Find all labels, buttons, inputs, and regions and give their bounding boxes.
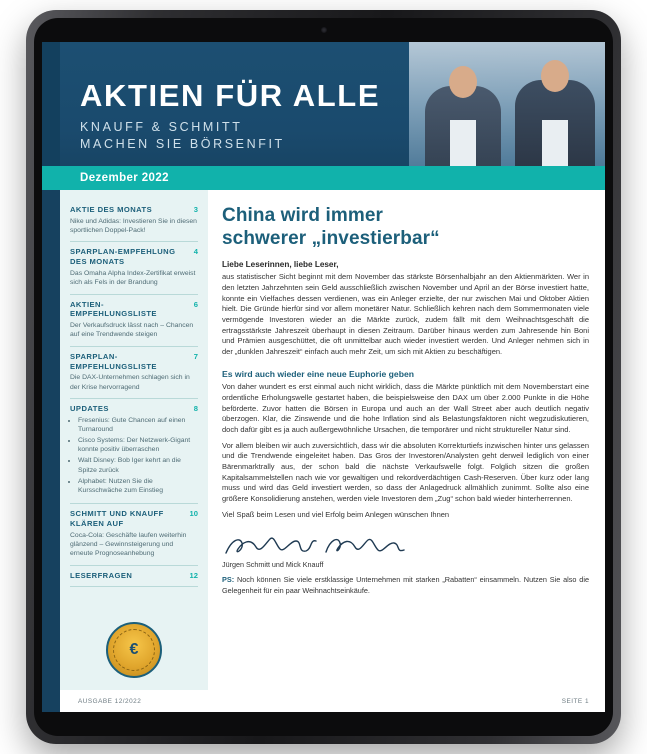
toc-item-page: 3 [193, 205, 198, 214]
article-postscript [222, 575, 589, 596]
toc-bullet: • Fresenius: Gute Chancen auf einen Turnaround [78, 416, 198, 434]
headline-line-1: China wird immer [222, 205, 384, 226]
quality-seal-icon [106, 622, 162, 678]
tablet-screen [42, 42, 605, 712]
issue-band [42, 166, 605, 190]
toc-item-description: Der Verkaufsdruck lässt nach – Chancen auf eine Trendwende steigen [70, 322, 194, 339]
toc-item-leserfragen[interactable] [70, 566, 198, 588]
magazine-subtitle-line2: MACHEN SIE BÖRSENFIT [80, 137, 285, 152]
footer-issue: AUSGABE 12/2022 [78, 697, 142, 705]
toc-item-page: 7 [193, 351, 198, 361]
toc-item-description: Die DAX-Unternehmen schlagen sich in der Krise hervorragend [70, 374, 190, 391]
toc-item-header [70, 352, 198, 371]
editor-left-head [449, 66, 477, 98]
article-salutation: Liebe Leserinnen, liebe Leser, [222, 260, 339, 270]
issue-date: Dezember 2022 [80, 172, 169, 184]
table-of-contents [60, 190, 208, 690]
page-left-rail [42, 190, 60, 690]
toc-item-sparplan-empfehlung[interactable] [70, 242, 198, 294]
signature-block [222, 533, 589, 570]
toc-item-description: Coca-Cola: Geschäfte laufen weiterhin glänzend – Gewinnsteigerung und erneute Prognoseanhebung [70, 531, 187, 558]
toc-item-page: 12 [189, 570, 198, 580]
toc-item-title: LESERFRAGEN [70, 570, 133, 580]
toc-item-title: UPDATES [70, 404, 109, 414]
toc-item-aktien-empfehlungsliste[interactable] [70, 295, 198, 347]
page-body [42, 190, 605, 690]
footer-page-number: SEITE 1 [561, 697, 589, 705]
article-paragraph: aus statistischer Sicht beginnt mit dem November das stärkste Börsenhalbjahr an den Aktienmärkten. Wer in den letzten Jahrzehnten sein Geld ausschließlich zwischen November und April an der Börse investiert hatte, konnte ein Vielfaches dessen verdienen, was ein Anleger erzielte, der nur zwischen Mai und Oktober Aktien hielt. Die Gründe hierfür sind vor allem monetärer Natur. Schließlich kehren nach dem Sommermonaten viele vermögende Investoren wieder an die Märkte zurück, zudem fällt mit dem Weihnachtsgeschäft die ertragsstärkste Jahreszeit überhaupt in diesen Zeitraum. Darüber hinaus werden zum Jahresende hin Boni und Prämien ausgeschüttet, die oft unmittelbar auch wieder investiert werden. Und Anleger nehmen sich in der „dunklen Jahreszeit“ einfach auch mehr Zeit, um sich mit Aktien zu beschäftigen. [222, 272, 589, 356]
magazine-masthead [42, 42, 605, 190]
toc-item-page: 6 [193, 299, 198, 309]
masthead-title-block [80, 80, 380, 154]
tablet-bezel [34, 18, 613, 736]
toc-item-page: 8 [193, 404, 198, 414]
toc-item-title: SCHMITT UND KNAUFF KLÄREN AUF [70, 509, 164, 528]
toc-bullet: • Walt Disney: Bob Iger kehrt an die Spitze zurück [78, 456, 198, 474]
toc-bullet: • Cisco Systems: Der Netzwerk-Gigant konnte positiv überraschen [78, 436, 198, 454]
magazine-page [42, 42, 605, 712]
handwritten-signature-icon [222, 533, 412, 559]
toc-item-header [70, 300, 198, 319]
article-subheading: Es wird auch wieder eine neue Euphorie geben [222, 369, 414, 380]
toc-item-title: AKTIE DES MONATS [70, 205, 153, 214]
magazine-title: AKTIEN FÜR ALLE [80, 78, 381, 113]
toc-item-header [70, 205, 198, 215]
signature-names: Jürgen Schmitt und Mick Knauff [222, 560, 324, 570]
page-footer [42, 690, 605, 712]
article-paragraph: Vor allem bleiben wir auch zuversichtlich, dass wir die absoluten Korrekturtiefs inzwischen hinter uns gelassen und die Trendwende eingeleitet haben. Das Gros der Investoren/Analysten geht derweil lediglich von einer Bärenmarktrally aus, der schon bald die nächste Verkaufswelle folgt. Folglich sitzen die großen Kapitalsammelstellen nach wie vor gewaltigen und rekordverdächtigen Cash-Reserven. Über kurz oder lang muss und wird das Geld investiert werden, so dass der Anlagedruck allmählich zunimmt. Sollte also eine größere Konsolidierung anstehen, werden viele Investoren dem „Zug“ schon bald wieder hinterherrennen. [222, 440, 589, 503]
toc-item-bullet-list [70, 416, 198, 495]
article-column [208, 190, 605, 690]
article-headline [222, 204, 589, 250]
toc-item-sparplan-empfehlungsliste[interactable] [70, 347, 198, 399]
toc-item-updates[interactable] [70, 399, 198, 504]
editor-right-head [541, 60, 569, 92]
footer-left-rail [42, 690, 60, 712]
quality-seal-wrapper [70, 608, 198, 690]
postscript-label: PS: [222, 575, 235, 585]
toc-item-header [70, 404, 198, 414]
toc-item-title: SPARPLAN-EMPFEHLUNG DES MONATS [70, 247, 176, 267]
toc-item-page: 10 [189, 509, 198, 519]
toc-item-page: 4 [193, 247, 198, 257]
toc-spacer [70, 587, 198, 608]
toc-item-header [70, 509, 198, 528]
toc-item-header [70, 247, 198, 266]
toc-item-schmitt-knauff-klaeren-auf[interactable] [70, 504, 198, 566]
footer-content [60, 698, 605, 705]
toc-item-title: SPARPLAN-EMPFEHLUNGSLISTE [70, 351, 157, 371]
article-closing-line: Viel Spaß beim Lesen und viel Erfolg beim Anlegen wünschen Ihnen [222, 509, 450, 519]
toc-item-description: Das Omaha Alpha Index-Zertifikat erweist sich als Fels in der Brandung [70, 269, 196, 287]
toc-item-title: AKTIEN-EMPFEHLUNGSLISTE [70, 299, 157, 319]
article-paragraph: Von daher wundert es erst einmal auch nicht wirklich, dass die Märkte pünktlich mit dem Novemberstart eine ordentliche Erholungswelle gestartet haben, die beispielsweise den DAX um über 2.000 Punkte in die Höhe beförderte. Zuvor hatten die Börsen in Europa und auch an der Wall Street aber auch deutlich negativ überzogen. Klar, die Zinswende und die hohe Inflation sind als Belastungsfaktoren nicht wegzudiskutieren, doch dafür gibt es ja auch außergewöhnliche Ursachen, die temporärer und nicht struktureller Natur sind. [222, 382, 589, 435]
toc-item-aktie-des-monats[interactable] [70, 200, 198, 242]
front-camera-icon [321, 27, 327, 33]
toc-item-description: Nike und Adidas: Investieren Sie in diesen sportlichen Doppel-Pack! [70, 217, 197, 235]
seal-label: € [113, 629, 155, 671]
magazine-subtitle-line1: KNAUFF & SCHMITT [80, 120, 243, 134]
toc-bullet: • Alphabet: Nutzen Sie die Kursschwäche zum Einstieg [78, 477, 198, 495]
toc-item-header [70, 571, 198, 581]
headline-line-2: schwerer „investierbar“ [222, 228, 440, 250]
tablet-device-frame [26, 10, 621, 744]
postscript-text: Noch können Sie viele erstklassige Unternehmen mit starken „Rabatten“ einsammeln. Nutzen Sie also die Gelegenheit für ein paar Weihnachtseinkäufe. [222, 575, 590, 595]
